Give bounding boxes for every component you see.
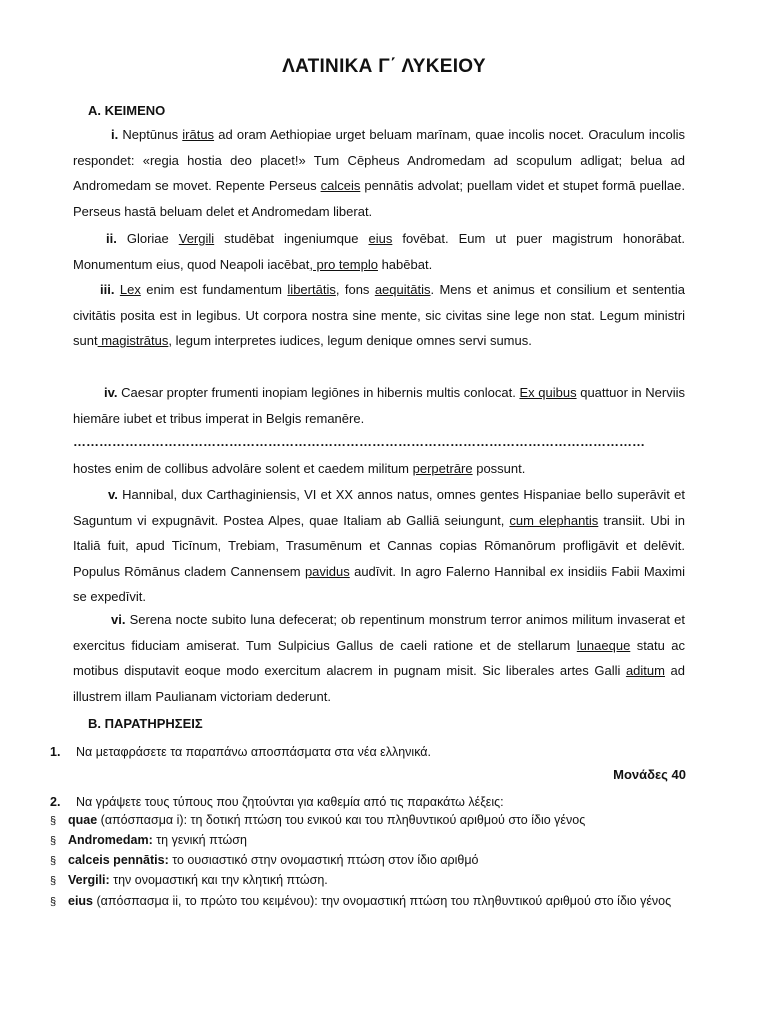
passage-text: ad illustrem illam Paulianam victoriam dederunt. [73, 663, 686, 704]
dotted-gap-line: …………………………………………………………………………………………………………………… [73, 434, 645, 449]
passage-text: statu ac motibus disputavit eoque modo exercitum alacrem in pugnam misit. Sic liberales artes Galli [73, 637, 686, 678]
passage-iii [73, 277, 685, 354]
points-label: Μονάδες 40 [613, 767, 686, 782]
underlined-word: libertātis [287, 282, 336, 297]
passage-text: Neptūnus [118, 127, 183, 142]
underlined-word: irātus [182, 127, 215, 142]
passage-text: Gloriae [116, 231, 179, 246]
passage-text: quattuor in Nerviis hiemāre iubet et tribus imperat in Belgis remanēre. [73, 385, 686, 426]
underlined-word: magistrātus [97, 333, 169, 348]
passage-text: . Mens et animus et consilium et sententia civitātis posita est in legibus. Ut corpora nostra sine mente, sic civitas sine lege non stat. Legum ministri sunt [73, 282, 685, 348]
section-bullet-icon: § [50, 896, 57, 908]
passage-text: transiit. Ubi in Italiā fuit, apud Ticīnum, Trebiam, Trasumēnum et Cannas copias Rōmanōrum profligāvit et delēvit. Populus Rōmānus cladem Cannensem [73, 512, 685, 579]
passage-text: Caesar propter frumenti inopiam legiōnes in hibernis multis conlocat. [117, 385, 520, 400]
item-instruction: τη γενική πτώση [152, 833, 247, 847]
page-title: ΛΑΤΙΝΙΚΑ Γ΄ ΛΥΚΕΙΟΥ [282, 56, 486, 77]
passage-text: hostes enim de collibus advolāre solent et caedem militum [73, 461, 413, 476]
question-number: 1. [50, 745, 61, 759]
passage-text: Hannibal, dux Carthaginiensis, VI et XX annos natus, omnes gentes Hispaniae bello superāvit et Saguntum vi expugnāvit. Postea Alpes, quae Italiam ab Galliā seiungunt, [73, 487, 685, 528]
item-quae [50, 810, 690, 831]
item-andromedam [50, 830, 690, 851]
passage-text: fovēbat. Eum ut puer magistrum honorābat. Monumentum eius, quod Neapoli iacēbat [73, 231, 686, 272]
underlined-word: cum elephantis [509, 512, 599, 528]
item-word: Vergili: [68, 873, 110, 887]
item-instruction: (απόσπασμα i): τη δοτική πτώση του ενικού και του πληθυντικού αριθμού στο ίδιο γένος [97, 813, 586, 827]
item-instruction: το ουσιαστικό στην ονομαστική πτώση στον ίδιο αριθμό [168, 853, 479, 867]
underlined-word: , pro templo [309, 256, 378, 272]
underlined-word: aequitātis [374, 282, 431, 297]
item-word: calceis pennātis: [68, 853, 169, 867]
item-eius [50, 891, 690, 912]
section-a-heading: Α. ΚΕΙΜΕΝΟ [88, 103, 166, 118]
underlined-word: aditum [625, 663, 665, 678]
passage-text: ad oram Aethiopiae urget beluam marīnam, quae incolis nocet. Oraculum incolis respondet: «regia hostia deo placet!» Tum Cēpheus Andromedam ad scopulum adligat; belua ad Andromedam se movet. Repente Perseus [73, 127, 685, 193]
section-bullet-icon: § [50, 815, 57, 827]
item-word: eius [68, 894, 94, 908]
section-bullet-icon: § [50, 855, 57, 867]
item-instruction: (απόσπασμα ii, το πρώτο του κειμένου): την ονομαστική πτώση του πληθυντικού αριθμού στο ίδιο γένος [93, 894, 672, 908]
question-text: Να γράψετε τους τύπους που ζητούνται για καθεμία από τις παρακάτω λέξεις: [76, 795, 504, 809]
passage-number: iii. [100, 282, 115, 297]
question-1 [50, 742, 690, 762]
passage-text: audīvit. In agro Falerno Hannibal ex insidiis Fabii Maximi se expedīvit. [73, 563, 685, 604]
passage-text: possunt. [472, 461, 526, 476]
question-number: 2. [50, 795, 61, 809]
item-calceis [50, 850, 690, 871]
item-word: Andromedam: [68, 833, 153, 847]
underlined-word: perpetrāre [412, 461, 473, 476]
question-text: Να μεταφράσετε τα παραπάνω αποσπάσματα στα νέα ελληνικά. [76, 745, 431, 759]
question-2 [50, 792, 690, 812]
item-word: quae [68, 813, 98, 827]
passage-number: vi. [111, 612, 126, 627]
item-instruction: την ονομαστική και την κλητική πτώση. [109, 873, 328, 887]
passage-text: , fons [335, 282, 375, 297]
section-b-heading: Β. ΠΑΡΑΤΗΡΗΣΕΙΣ [88, 716, 203, 731]
section-bullet-icon: § [50, 835, 57, 847]
passage-text: studēbat ingeniumque [214, 231, 369, 246]
underlined-word: Vergili [178, 231, 215, 246]
section-bullet-icon: § [50, 875, 57, 887]
passage-text: pennātis advolat; puellam videt et stupet formā puellae. Perseus hastā beluam delet et Andromedam liberat. [73, 178, 685, 219]
underlined-word: calceis [320, 178, 361, 193]
underlined-word: eius [368, 231, 393, 246]
passage-text: habēbat. [377, 256, 433, 272]
underlined-word: pavidus [304, 563, 350, 579]
passage-number: iv. [104, 385, 118, 400]
passage-number: ii. [106, 231, 117, 246]
underlined-word: Ex quibus [519, 385, 577, 400]
passage-iv [73, 380, 685, 431]
passage-vi [73, 607, 685, 709]
passage-ii [73, 226, 685, 277]
passage-number: i. [111, 127, 119, 142]
passage-number: v. [108, 487, 118, 502]
underlined-word: lunaeque [576, 637, 631, 653]
item-vergili [50, 870, 690, 891]
passage-i [73, 122, 685, 224]
passage-text: , legum interpretes iudices, legum denique omnes servi sumus. [168, 333, 532, 348]
passage-text: Serena nocte subito luna defecerat; ob repentinum monstrum terror animos militum invaserat et exercitus fiduciam amiserat. Tum Sulpicius Gallus de caeli ratione et de stellarum [73, 612, 685, 653]
passage-iv-continuation [73, 456, 685, 482]
passage-text: enim est fundamentum [140, 282, 288, 297]
passage-v [73, 482, 685, 610]
underlined-word: Lex [119, 282, 141, 297]
